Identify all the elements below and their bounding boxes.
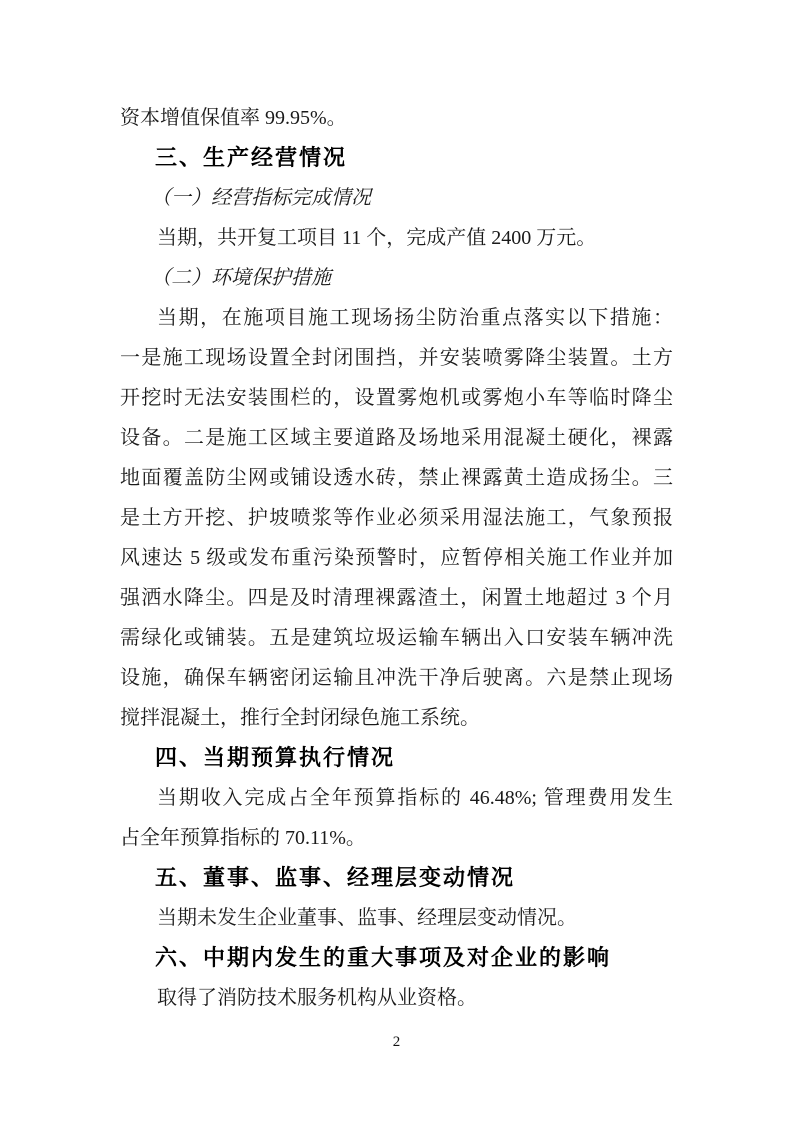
text-line: 搅拌混凝土，推行全封闭绿色施工系统。: [120, 707, 480, 729]
text-line: 是土方开挖、护坡喷浆等作业必须采用湿法施工，气象预报: [120, 507, 673, 529]
text-line: 风速达 5 级或发布重污染预警时，应暂停相关施工作业并加: [120, 547, 673, 569]
text-line: 当期收入完成占全年预算指标的 46.48%; 管理费用发生: [157, 787, 673, 809]
text-line: 需绿化或铺装。五是建筑垃圾运输车辆出入口安装车辆冲洗: [120, 627, 673, 649]
text-line: 占全年预算指标的 70.11%。: [120, 827, 366, 849]
section-heading: 四、当期预算执行情况: [155, 745, 396, 770]
text-line: 地面覆盖防尘网或铺设透水砖，禁止裸露黄土造成扬尘。三: [120, 467, 673, 489]
section-heading: 五、董事、监事、经理层变动情况: [155, 865, 516, 890]
text-line: 强洒水降尘。四是及时清理裸露渣土，闲置土地超过 3 个月: [120, 587, 673, 609]
section-subheading: （二）环境保护措施: [151, 267, 331, 289]
text-line: 取得了消防技术服务机构从业资格。: [157, 987, 477, 1009]
page-number: 2: [392, 1034, 401, 1050]
section-heading: 三、生产经营情况: [155, 145, 348, 170]
section-subheading: （一）经营指标完成情况: [151, 187, 371, 209]
text-line: 一是施工现场设置全封闭围挡，并安装喷雾降尘装置。土方: [120, 347, 673, 369]
text-line: 设备。二是施工区域主要道路及场地采用混凝土硬化，裸露: [120, 427, 673, 449]
section-heading: 六、中期内发生的重大事项及对企业的影响: [155, 945, 612, 970]
text-line: 当期，共开复工项目 11 个，完成产值 2400 万元。: [157, 227, 597, 249]
text-line: 开挖时无法安装围栏的，设置雾炮机或雾炮小车等临时降尘: [120, 387, 673, 409]
text-line: 当期，在施项目施工现场扬尘防治重点落实以下措施：: [157, 307, 673, 329]
document-body: [120, 98, 673, 1018]
text-line: 资本增值保值率 99.95%。: [120, 107, 347, 129]
text-line: 设施，确保车辆密闭运输且冲洗干净后驶离。六是禁止现场: [120, 667, 673, 689]
text-line: 当期未发生企业董事、监事、经理层变动情况。: [157, 907, 577, 929]
